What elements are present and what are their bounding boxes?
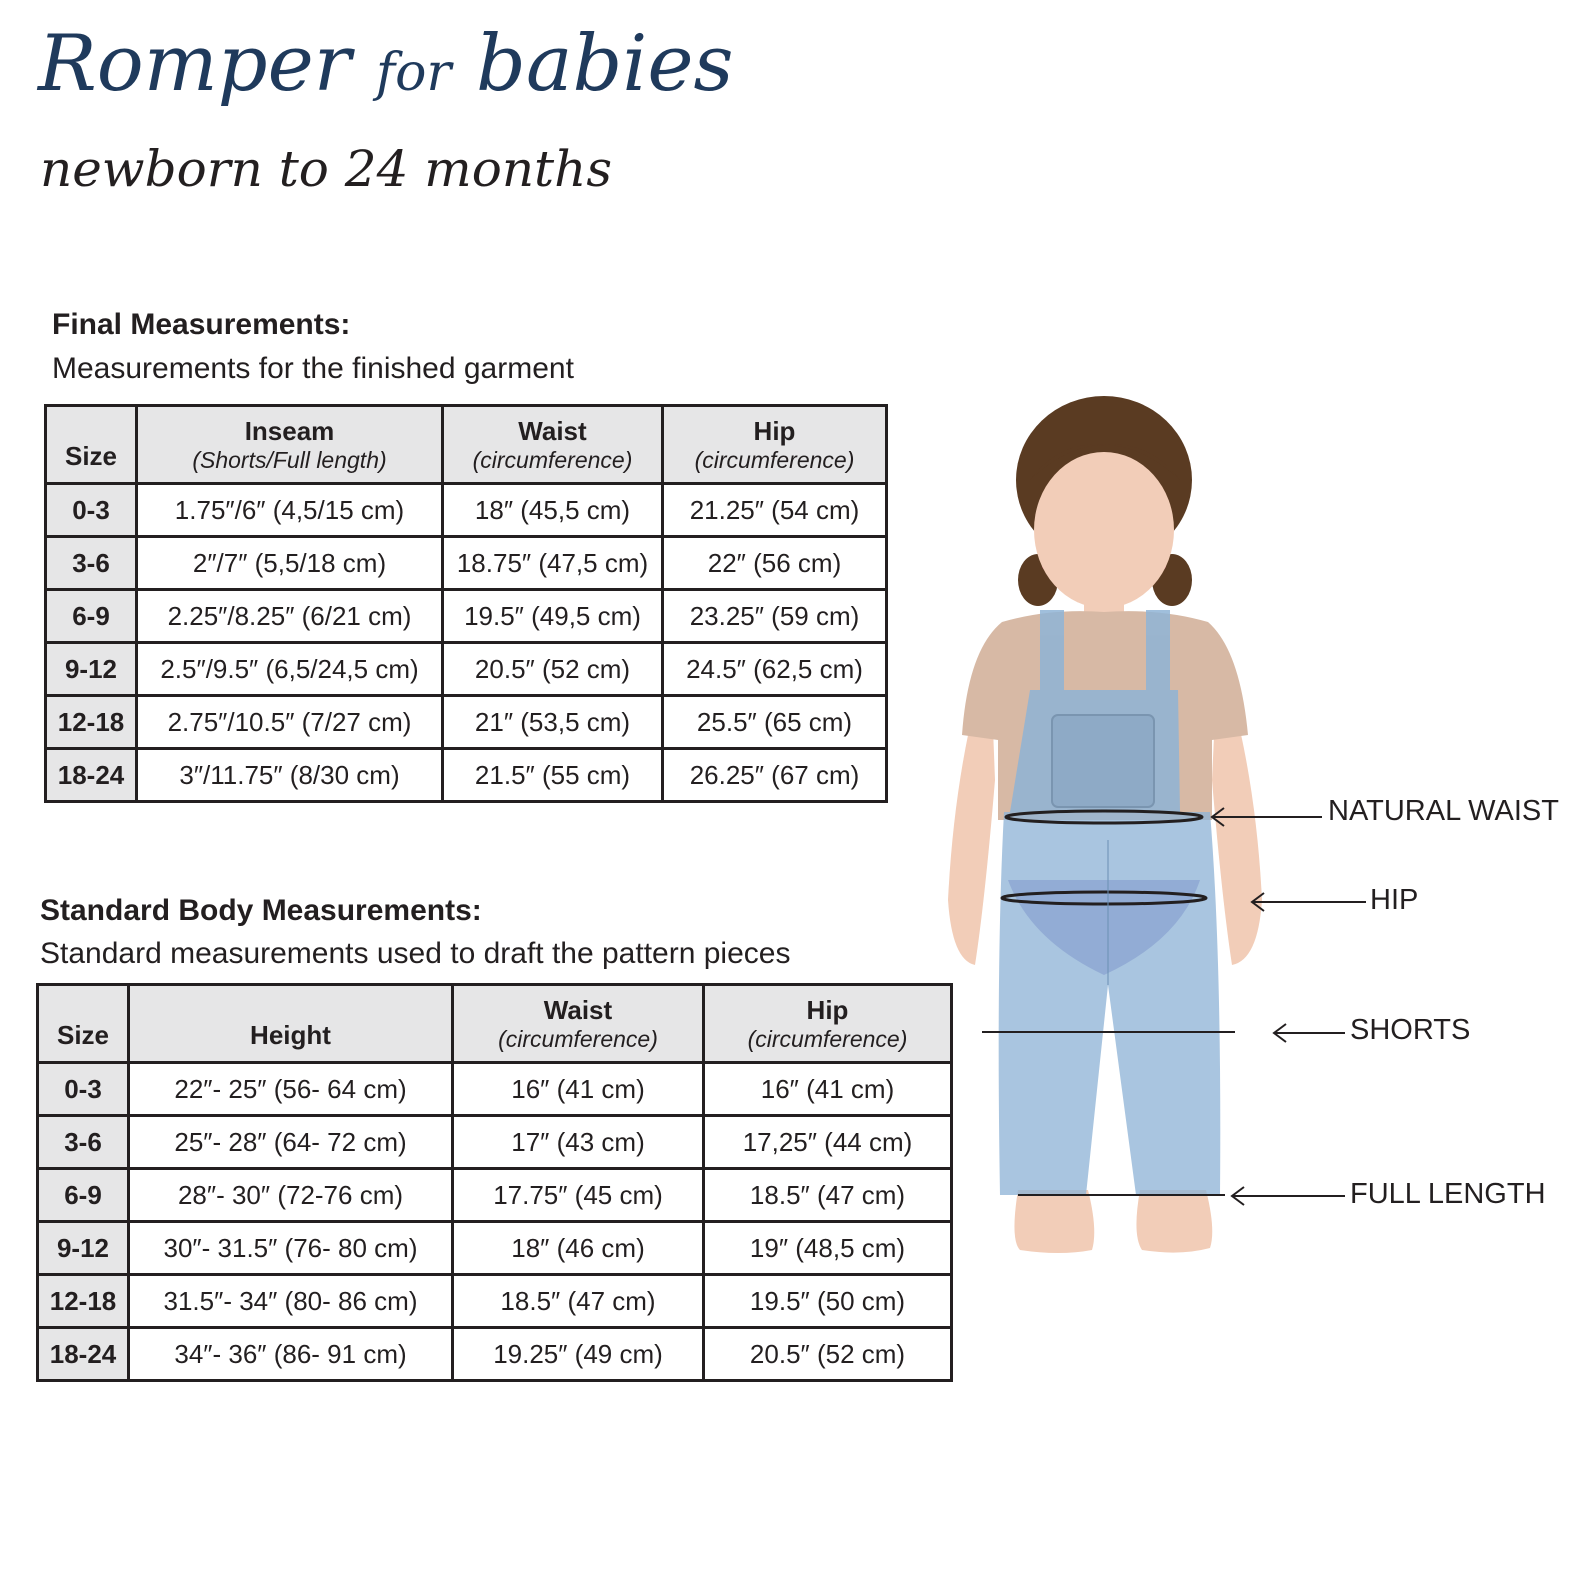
height-cell: 30″- 31.5″ (76- 80 cm) bbox=[129, 1222, 453, 1275]
header-waist-sublabel: (circumference) bbox=[472, 446, 633, 473]
header-height bbox=[129, 985, 453, 1063]
size-cell: 9-12 bbox=[38, 1222, 129, 1275]
hip-cell: 19.5″ (50 cm) bbox=[704, 1275, 952, 1328]
callout-shorts: SHORTS bbox=[1350, 1014, 1471, 1046]
table-row bbox=[46, 749, 887, 802]
hip-cell: 25.5″ (65 cm) bbox=[663, 696, 887, 749]
header-inseam-label: Inseam bbox=[244, 415, 335, 446]
table-row bbox=[38, 1222, 952, 1275]
header-size-label: Size bbox=[64, 441, 118, 471]
header-hip-label: Hip bbox=[753, 415, 796, 446]
callout-full-length: FULL LENGTH bbox=[1350, 1178, 1546, 1210]
size-cell: 12-18 bbox=[38, 1275, 129, 1328]
table-row bbox=[38, 1169, 952, 1222]
size-cell: 0-3 bbox=[46, 484, 137, 537]
inseam-cell: 3″/11.75″ (8/30 cm) bbox=[137, 749, 443, 802]
standard-measurements-table bbox=[36, 983, 953, 1382]
callout-hip: HIP bbox=[1370, 884, 1419, 916]
child-romper-illustration bbox=[940, 380, 1588, 1280]
table-row bbox=[46, 484, 887, 537]
inseam-cell: 2.75″/10.5″ (7/27 cm) bbox=[137, 696, 443, 749]
size-cell: 0-3 bbox=[38, 1063, 129, 1116]
standard-measurements-description: Standard measurements used to draft the pattern pieces bbox=[40, 937, 791, 970]
size-cell: 12-18 bbox=[46, 696, 137, 749]
header-waist-label: Waist bbox=[543, 994, 613, 1025]
hip-cell: 21.25″ (54 cm) bbox=[663, 484, 887, 537]
hip-cell: 18.5″ (47 cm) bbox=[704, 1169, 952, 1222]
header-size bbox=[46, 406, 137, 484]
inseam-cell: 2.25″/8.25″ (6/21 cm) bbox=[137, 590, 443, 643]
size-cell: 3-6 bbox=[38, 1116, 129, 1169]
table-row bbox=[38, 1116, 952, 1169]
hip-cell: 17,25″ (44 cm) bbox=[704, 1116, 952, 1169]
inseam-cell: 2″/7″ (5,5/18 cm) bbox=[137, 537, 443, 590]
table-row bbox=[38, 1275, 952, 1328]
size-cell: 6-9 bbox=[38, 1169, 129, 1222]
header-hip-sublabel: (circumference) bbox=[747, 1025, 908, 1052]
table-row bbox=[46, 696, 887, 749]
header-inseam-sublabel: (Shorts/Full length) bbox=[192, 446, 387, 473]
header-waist bbox=[443, 406, 663, 484]
height-cell: 25″- 28″ (64- 72 cm) bbox=[129, 1116, 453, 1169]
waist-cell: 16″ (41 cm) bbox=[453, 1063, 704, 1116]
waist-cell: 18″ (46 cm) bbox=[453, 1222, 704, 1275]
waist-cell: 17″ (43 cm) bbox=[453, 1116, 704, 1169]
size-cell: 6-9 bbox=[46, 590, 137, 643]
title-word-romper: Romper bbox=[38, 19, 352, 109]
header-hip bbox=[704, 985, 952, 1063]
page-title bbox=[38, 19, 734, 109]
waist-cell: 20.5″ (52 cm) bbox=[443, 643, 663, 696]
size-cell: 18-24 bbox=[46, 749, 137, 802]
waist-cell: 19.25″ (49 cm) bbox=[453, 1328, 704, 1381]
callout-natural-waist: NATURAL WAIST bbox=[1328, 795, 1559, 827]
header-size-label: Size bbox=[56, 1020, 110, 1050]
header-waist-label: Waist bbox=[518, 415, 587, 446]
waist-cell: 19.5″ (49,5 cm) bbox=[443, 590, 663, 643]
table-header-row bbox=[46, 406, 887, 484]
waist-cell: 18.75″ (47,5 cm) bbox=[443, 537, 663, 590]
inseam-cell: 2.5″/9.5″ (6,5/24,5 cm) bbox=[137, 643, 443, 696]
table-row bbox=[38, 1063, 952, 1116]
waist-cell: 17.75″ (45 cm) bbox=[453, 1169, 704, 1222]
hip-cell: 26.25″ (67 cm) bbox=[663, 749, 887, 802]
final-measurements-heading: Final Measurements: bbox=[52, 308, 351, 341]
size-cell: 18-24 bbox=[38, 1328, 129, 1381]
header-hip-label: Hip bbox=[806, 994, 849, 1025]
hip-cell: 20.5″ (52 cm) bbox=[704, 1328, 952, 1381]
height-cell: 22″- 25″ (56- 64 cm) bbox=[129, 1063, 453, 1116]
header-hip bbox=[663, 406, 887, 484]
size-cell: 3-6 bbox=[46, 537, 137, 590]
header-hip-sublabel: (circumference) bbox=[694, 446, 855, 473]
hip-cell: 19″ (48,5 cm) bbox=[704, 1222, 952, 1275]
hip-cell: 24.5″ (62,5 cm) bbox=[663, 643, 887, 696]
final-measurements-table bbox=[44, 404, 888, 803]
header-waist-sublabel: (circumference) bbox=[498, 1025, 658, 1052]
title-word-babies: babies bbox=[476, 19, 734, 109]
final-measurements-description: Measurements for the finished garment bbox=[52, 352, 574, 385]
waist-cell: 18.5″ (47 cm) bbox=[453, 1275, 704, 1328]
table-header-row bbox=[38, 985, 952, 1063]
waist-cell: 21.5″ (55 cm) bbox=[443, 749, 663, 802]
waist-cell: 21″ (53,5 cm) bbox=[443, 696, 663, 749]
height-cell: 34″- 36″ (86- 91 cm) bbox=[129, 1328, 453, 1381]
header-size bbox=[38, 985, 129, 1063]
header-height-label: Height bbox=[250, 1020, 331, 1050]
table-row bbox=[46, 643, 887, 696]
table-row bbox=[38, 1328, 952, 1381]
table-row bbox=[46, 590, 887, 643]
hip-cell: 22″ (56 cm) bbox=[663, 537, 887, 590]
height-cell: 28″- 30″ (72-76 cm) bbox=[129, 1169, 453, 1222]
hip-cell: 23.25″ (59 cm) bbox=[663, 590, 887, 643]
page-subtitle: newborn to 24 months bbox=[40, 140, 612, 198]
header-inseam bbox=[137, 406, 443, 484]
face-graphic bbox=[1034, 452, 1174, 608]
header-waist bbox=[453, 985, 704, 1063]
size-cell: 9-12 bbox=[46, 643, 137, 696]
waist-cell: 18″ (45,5 cm) bbox=[443, 484, 663, 537]
table-row bbox=[46, 537, 887, 590]
title-word-for: for bbox=[375, 43, 452, 103]
standard-measurements-heading: Standard Body Measurements: bbox=[40, 894, 482, 927]
hip-cell: 16″ (41 cm) bbox=[704, 1063, 952, 1116]
height-cell: 31.5″- 34″ (80- 86 cm) bbox=[129, 1275, 453, 1328]
inseam-cell: 1.75″/6″ (4,5/15 cm) bbox=[137, 484, 443, 537]
